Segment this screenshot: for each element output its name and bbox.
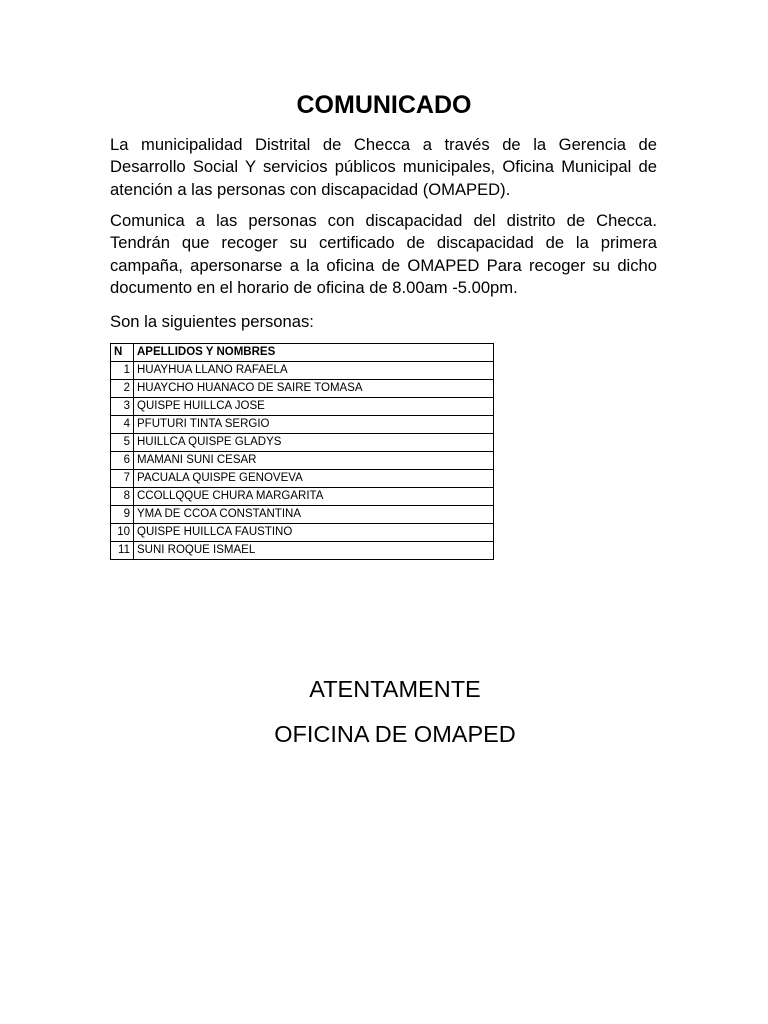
row-person-name: HUAYCHO HUANACO DE SAIRE TOMASA: [134, 380, 494, 398]
table-body: [111, 362, 494, 560]
list-intro: Son la siguientes personas:: [110, 312, 314, 331]
row-person-name: QUISPE HUILLCA JOSE: [134, 398, 494, 416]
column-header-number: N: [111, 344, 134, 362]
table-row: [111, 488, 494, 506]
persons-table: [110, 343, 494, 560]
intro-paragraph: La municipalidad Distrital de Checca a través de la Gerencia de Desarrollo Social Y servicios públicos municipales, Oficina Municipal de atención a las personas con discapacidad (OMAPED).: [110, 135, 657, 199]
signature-text: OFICINA DE OMAPED: [274, 721, 516, 747]
closing-text: ATENTAMENTE: [309, 676, 481, 702]
row-number: 1: [111, 362, 134, 380]
document-title: COMUNICADO: [296, 91, 472, 119]
row-number: 11: [111, 542, 134, 560]
row-person-name: PACUALA QUISPE GENOVEVA: [134, 470, 494, 488]
row-person-name: CCOLLQQUE CHURA MARGARITA: [134, 488, 494, 506]
table-row: [111, 524, 494, 542]
table-row: [111, 434, 494, 452]
row-number: 4: [111, 416, 134, 434]
table-row: [111, 416, 494, 434]
table-row: [111, 398, 494, 416]
notice-paragraph: Comunica a las personas con discapacidad del distrito de Checca. Tendrán que recoger su certificado de discapacidad de la primera campaña, apersonarse a la oficina de OMAPED Para recoger su dicho documento en el horario de oficina de 8.00am -5.00pm.: [110, 211, 657, 297]
row-number: 7: [111, 470, 134, 488]
row-number: 9: [111, 506, 134, 524]
row-number: 5: [111, 434, 134, 452]
table-row: [111, 380, 494, 398]
row-person-name: PFUTURI TINTA SERGIO: [134, 416, 494, 434]
table-row: [111, 542, 494, 560]
row-person-name: HUILLCA QUISPE GLADYS: [134, 434, 494, 452]
row-number: 8: [111, 488, 134, 506]
row-person-name: MAMANI SUNI CESAR: [134, 452, 494, 470]
table-row: [111, 506, 494, 524]
table-row: [111, 470, 494, 488]
table-header-row: [111, 344, 494, 362]
row-person-name: SUNI ROQUE ISMAEL: [134, 542, 494, 560]
row-number: 6: [111, 452, 134, 470]
row-person-name: YMA DE CCOA CONSTANTINA: [134, 506, 494, 524]
table-row: [111, 452, 494, 470]
row-number: 10: [111, 524, 134, 542]
row-number: 3: [111, 398, 134, 416]
table-row: [111, 362, 494, 380]
row-person-name: QUISPE HUILLCA FAUSTINO: [134, 524, 494, 542]
row-person-name: HUAYHUA LLANO RAFAELA: [134, 362, 494, 380]
row-number: 2: [111, 380, 134, 398]
column-header-name: APELLIDOS Y NOMBRES: [134, 344, 494, 362]
